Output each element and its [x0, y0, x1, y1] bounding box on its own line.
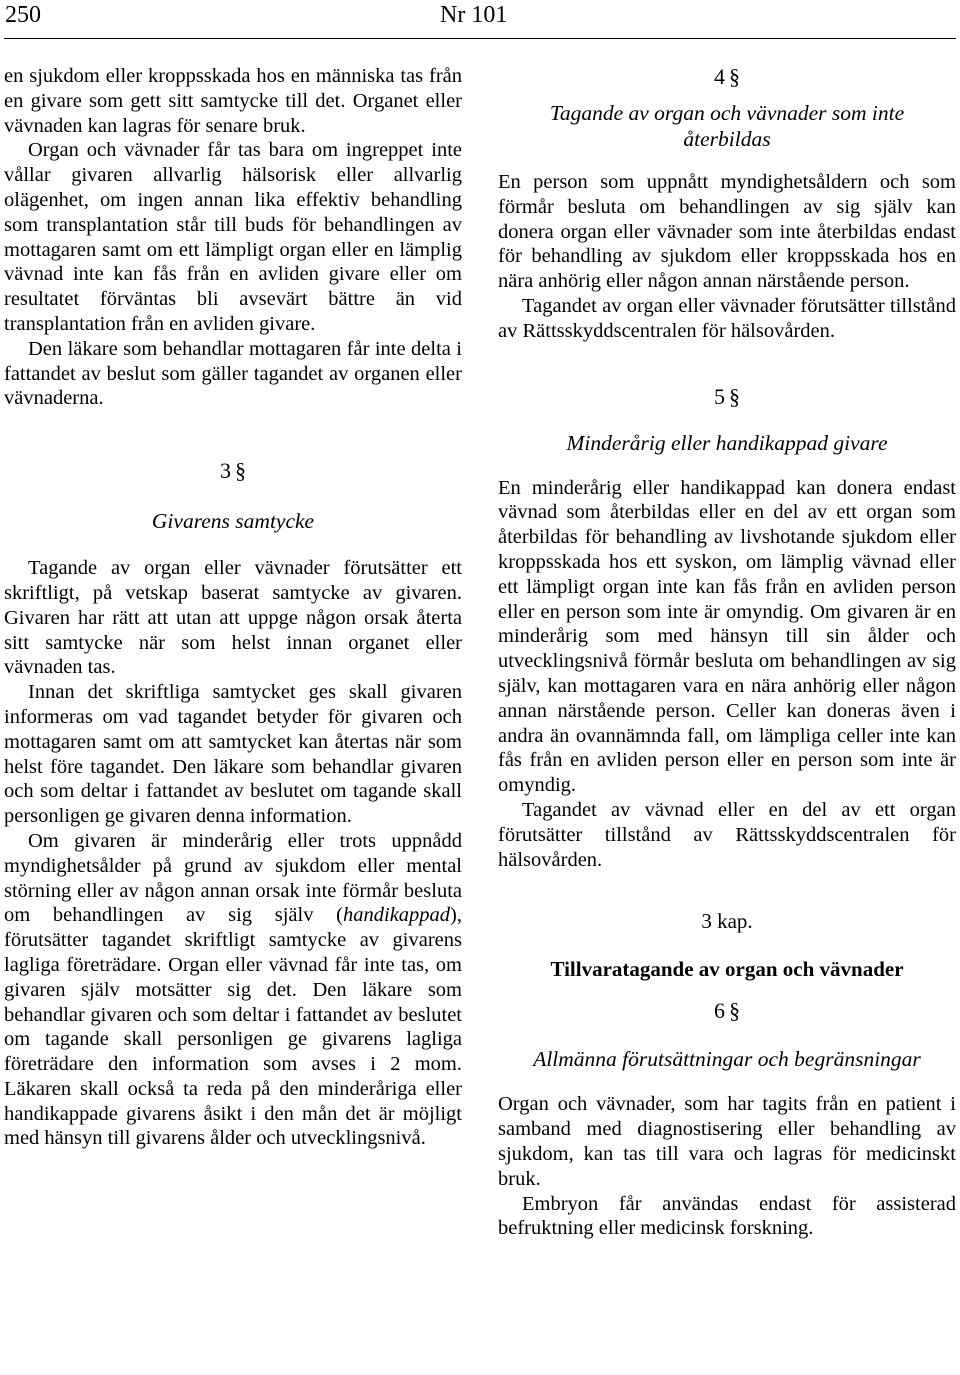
section-number: 3 [220, 458, 231, 484]
paragraph: Tagandet av organ eller vävnader förutsätter tillstånd av Rättsskyddscentralen för hälsovården. [498, 294, 956, 342]
paragraph: Embryon får användas endast för assisterad befruktning eller medicinsk forskning. [498, 1192, 956, 1240]
section-symbol: § [729, 383, 740, 409]
section-number: 5 [714, 383, 725, 409]
section-title: Minderårig eller handikappad givare [566, 430, 888, 455]
section-number-6 [498, 998, 956, 1024]
left-column [4, 64, 462, 1151]
section-title: Allmänna förutsättningar och begränsningar [533, 1047, 921, 1072]
section-symbol: § [729, 998, 740, 1024]
paragraph: en sjukdom eller kroppsskada hos en människa tas från en givare som gett sitt samtycke till det. Organet eller vävnaden kan lagras för senare bruk. [4, 65, 462, 137]
section-number: 4 [714, 64, 725, 89]
page-number: 250 [5, 2, 41, 28]
section-symbol: § [729, 64, 740, 89]
section-symbol: § [235, 458, 246, 484]
page-header [0, 0, 960, 30]
paragraph: En person som uppnått myndighetsåldern och som förmår besluta om behandlingen av sig själv kan donera organ eller vävnader som inte återbildas endast för behandling av sjukdom eller kroppsskada hos en nära anhörig eller någon annan närstående person. [498, 171, 956, 293]
defined-term: handikappad [343, 904, 451, 927]
paragraph: Innan det skriftliga samtycket ges skall givaren informeras om vad tagandet betyder för givaren och mottagaren samt om att samtycket kan återtas när som helst före tagandet. Den läkare som behandlar givaren och som deltar i fattandet av beslutet om tagande skall personligen ge givaren denna information. [4, 681, 462, 828]
paragraph-text: Om givaren är minderårig eller trots uppnådd myndighetsålder på grund av sjukdom eller mental störning eller av någon annan orsak inte förmår besluta om behandlingen av sig själv ( [4, 829, 462, 927]
paragraph: Den läkare som behandlar mottagaren får inte delta i fattandet av beslut som gäller tagandet av organen eller vävnaderna. [4, 337, 462, 410]
paragraph: En minderårig eller handikappad kan donera endast vävnad som återbildas eller en del av ett organ som återbildas för behandling av livshotande sjukdom eller kroppsskada hos ett syskon, om lämplig vävnad eller ett lämpligt organ inte kan fås från en avliden person eller en person som inte är omyndig. Om givaren är en minderårig som med hänsyn till sin ålder och utvecklingsnivå förmår besluta om behandlingen av sig själv, kan mottagaren vara en nära anhörig eller någon annan närstående person. Celler kan doneras även i andra än ovannämnda fall, om lämpliga celler inte kan fås från en avliden person eller en person som inte är omyndig. [498, 476, 956, 797]
issue-number: Nr 101 [440, 2, 508, 28]
paragraph: Organ och vävnader, som har tagits från en patient i samband med diagnostisering eller behandling av sjukdom, kan tas till vara och lagras för medicinskt bruk. [498, 1093, 956, 1190]
chapter-title: Tillvaratagande av organ och vävnader [550, 957, 904, 982]
paragraph: Tagande av organ eller vävnader förutsätter ett skriftligt, på vetskap baserat samtycke av givaren. Givaren har rätt att utan att uppge någon orsak återta sitt samtycke när som helst innan organet eller vävnaden tas. [4, 557, 462, 679]
header-divider [4, 38, 956, 39]
section-number-3 [4, 458, 462, 484]
paragraph [4, 829, 462, 1151]
paragraph-text: ), förutsätter tagandet skriftligt samtycke av givarens lagliga företrädare. Organ eller vävnad får inte tas, om givaren själv motsätter sig det. Den läkare som behandlar givaren och som deltar i fattandet av beslutet om tagande skall personligen ge givarens lagliga företrädare den information som avses i 2 mom. Läkaren skall också ta reda på den minderåriga eller handikappade givarens åsikt i den mån det är möjligt med hänsyn till givarens ålder och utvecklingsnivå. [4, 904, 462, 1150]
right-column [498, 64, 956, 1241]
section-title: Givarens samtycke [151, 509, 315, 534]
section-title: Tagande av organ och vävnader som inte återbildas [549, 101, 905, 151]
chapter-number: 3 kap. [701, 909, 753, 934]
section-number-4 [498, 64, 956, 90]
section-number: 6 [714, 998, 725, 1024]
paragraph: Organ och vävnader får tas bara om ingreppet inte vållar givaren allvarlig hälsorisk eller allvarlig olägenhet, om ingen annan lika effektiv behandling som transplantation står till buds för behandlingen av mottagaren samt om ett lämpligt organ eller en lämplig vävnad inte kan fås från en avliden givare eller om resultatet förväntas bli avsevärt bättre än vid transplantation från en avliden givare. [4, 139, 462, 335]
paragraph: Tagandet av vävnad eller en del av ett organ förutsätter tillstånd av Rättsskyddscentralen för hälsovården. [498, 798, 956, 871]
section-number-5 [498, 384, 956, 410]
